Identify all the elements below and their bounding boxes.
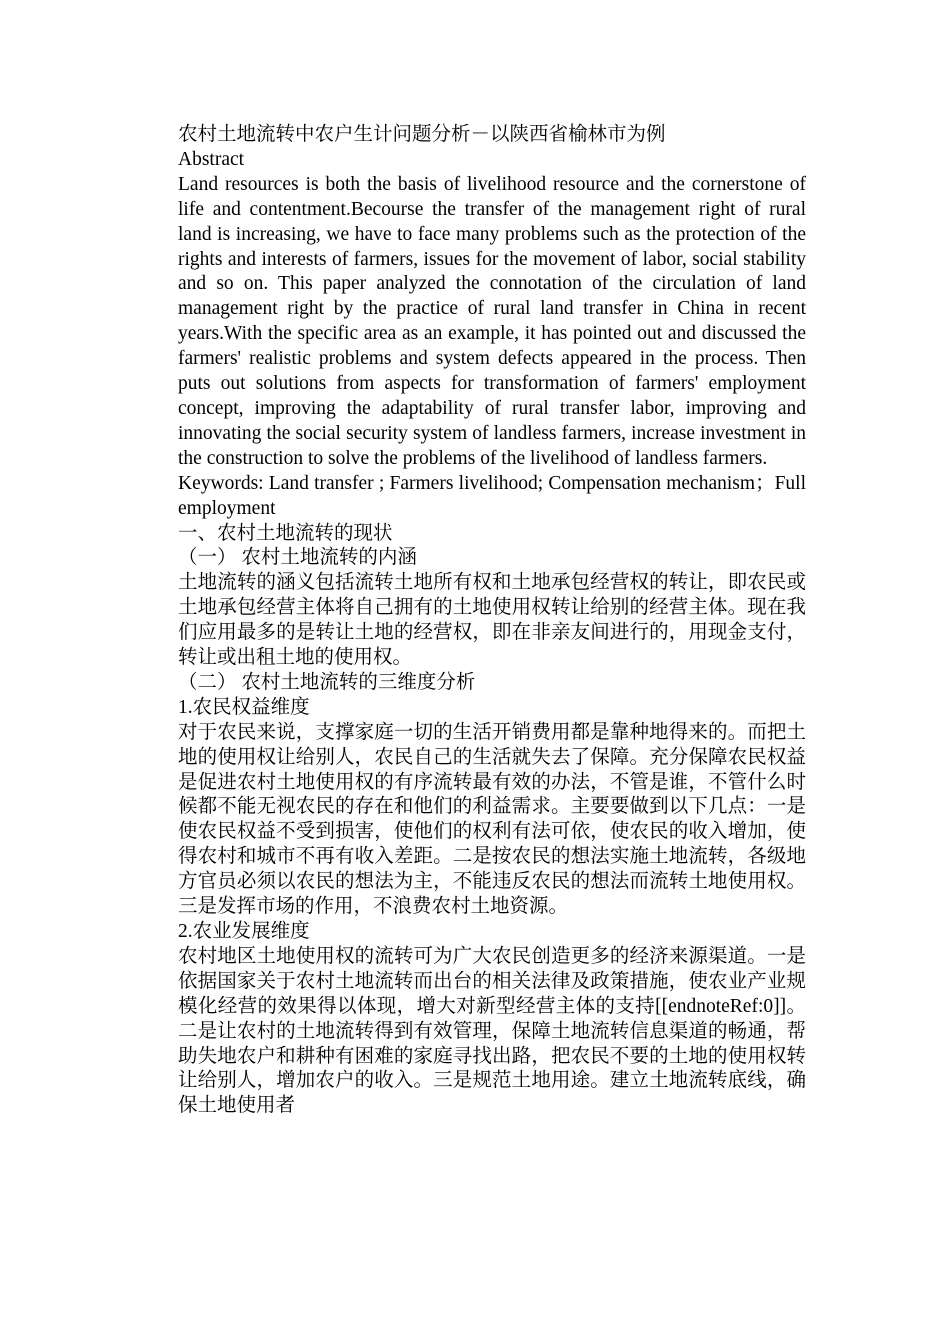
item-heading: 2.农业发展维度 — [178, 921, 310, 942]
subsection-body: 土地流转的涵义包括流转土地所有权和土地承包经营权的转让，即农民或土地承包经营主体将自己拥有的土地使用权转让给别的经营主体。现在我们应用最多的是转让土地的经营权，即在非亲友间进行的，用现金支付，转让或出租土地的使用权。 — [178, 572, 806, 669]
document-page — [178, 123, 806, 1119]
section-heading: 一、农村土地流转的现状 — [178, 522, 393, 544]
subsection-heading: （一） 农村土地流转的内涵 — [178, 547, 417, 569]
subsection-heading: （二） 农村土地流转的三维度分析 — [178, 671, 476, 693]
abstract-body: Land resources is both the basis of livelihood resource and the cornerstone of life and contentment.Becourse the transfer of the management right of rural land is increasing, we have to face many problems such as the protection of the rights and interests of farmers, issues for the movement of labor, social stability and so on. This paper analyzed the connotation of the circulation of land management right by the practice of rural land transfer in China in recent years.With the specific area as an example, it has pointed out and discussed the farmers' realistic problems and system defects appeared in the process. Then puts out solutions from aspects for transformation of farmers' employment concept, improving the adaptability of rural transfer labor, improving and innovating the social security system of landless farmers, increase investment in the construction to solve the problems of the livelihood of landless farmers. — [178, 173, 806, 469]
abstract-heading: Abstract — [178, 148, 245, 170]
document-title: 农村土地流转中农户生计问题分析－以陕西省榆林市为例 — [178, 124, 666, 145]
keywords: Keywords: Land transfer ; Farmers livelihood; Compensation mechanism；Full employment — [178, 472, 806, 519]
item-body: 对于农民来说，支撑家庭一切的生活开销费用都是靠种地得来的。而把土地的使用权让给别人，农民自己的生活就失去了保障。充分保障农民权益是促进农村土地使用权的有序流转最有效的办法，不管是谁，不管什么时候都不能无视农民的存在和他们的利益需求。主要要做到以下几点：一是使农民权益不受到损害，使他们的权利有法可依，使农民的收入增加，使得农村和城市不再有收入差距。二是按农民的想法实施土地流转，各级地方官员必须以农民的想法为主，不能违反农民的想法而流转土地使用权。三是发挥市场的作用，不浪费农村土地资源。 — [178, 721, 806, 918]
item-body: 农村地区土地使用权的流转可为广大农民创造更多的经济来源渠道。一是依据国家关于农村土地流转而出台的相关法律及政策措施，使农业产业规模化经营的效果得以体现，增大对新型经营主体的支持[[endnoteRef:0]]。二是让农村的土地流转得到有效管理，保障土地流转信息渠道的畅通，帮助失地农户和耕种有困难的家庭寻找出路，把农民不要的土地的使用权转让给别人，增加农户的收入。三是规范土地用途。建立土地流转底线，确保土地使用者 — [178, 945, 806, 1117]
item-heading: 1.农民权益维度 — [178, 696, 310, 718]
